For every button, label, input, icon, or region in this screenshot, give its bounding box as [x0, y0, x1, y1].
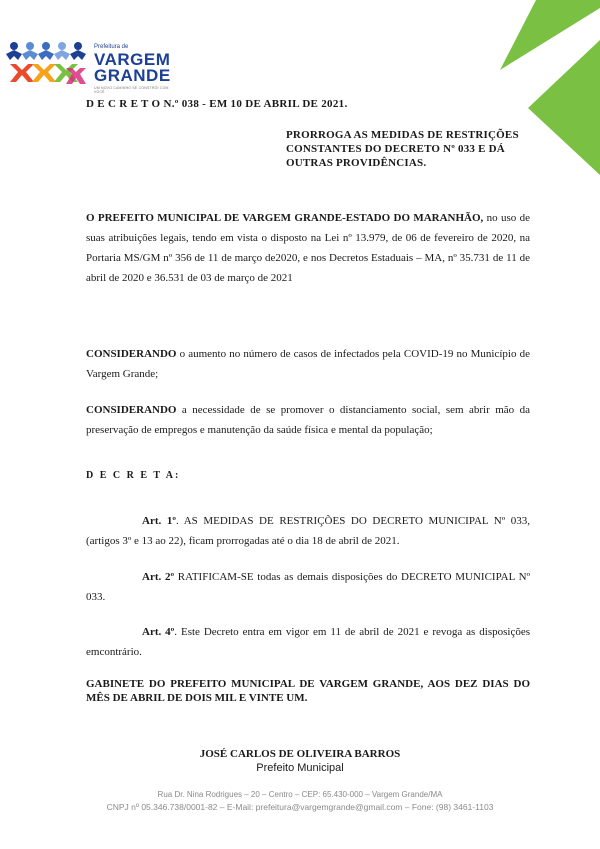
- logo-people-icon: [6, 40, 90, 92]
- logo-line-grande: GRANDE: [94, 66, 171, 85]
- preamble-text: no uso de suas atribuições legais, tendo em vista o disposto na Lei nº 13.979, de 06 de fevereiro de 2020, na Portaria MS/GM nº 356 de 11 de março de2020, e nos Decretos Estaduais – MA, nº 35.731 de 11 de abril de 2020 e 36.531 de 03 de março de 2021: [86, 212, 530, 284]
- article-4-text: . Este Decreto entra em vigor em 11 de abril de 2021 e revoga as disposições emcontrário.: [86, 626, 530, 658]
- signer-role: Prefeito Municipal: [256, 762, 344, 774]
- decree-summary: PRORROGA AS MEDIDAS DE RESTRIÇÕES CONSTANTES DO DECRETO Nº 033 E DÁ OUTRAS PROVIDÊNCIAS.: [286, 129, 519, 169]
- logo-line-vargem: VARGEM: [94, 50, 171, 69]
- article-2-text: RATIFICAM-SE todas as demais disposições do DECRETO MUNICIPAL Nº 033.: [86, 571, 530, 603]
- considerando-paragraph-1: [86, 344, 530, 384]
- considerando-label-2: CONSIDERANDO: [86, 404, 177, 416]
- municipality-logo: [6, 38, 176, 94]
- considerando-text-1: o aumento no número de casos de infectados pela COVID-19 no Município de Vargem Grande;: [86, 348, 530, 380]
- article-2-label: Art. 2º: [142, 571, 175, 583]
- article-1-label: Art. 1º: [142, 515, 176, 527]
- footer-contact: CNPJ nº 05.346.738/0001-82 – E-Mail: prefeitura@vargemgrande@gmail.com – Fone: (98) 3461-1103: [106, 802, 494, 812]
- logo-prefix: Prefeitura de: [94, 44, 129, 50]
- signer-name: JOSÉ CARLOS DE OLIVEIRA BARROS: [199, 748, 401, 760]
- preamble-authority: O PREFEITO MUNICIPAL DE VARGEM GRANDE-ESTADO DO MARANHÃO,: [86, 212, 484, 224]
- article-1: [86, 511, 530, 551]
- footer-address: Rua Dr. Nina Rodrigues – 20 – Centro – CEP: 65.430-000 – Vargem Grande/MA: [157, 790, 443, 799]
- considerando-text-2: a necessidade de se promover o distanciamento social, sem abrir mão da preservação de empregos e manutenção da saúde física e mental da população;: [86, 404, 530, 436]
- article-4-label: Art. 4º: [142, 626, 175, 638]
- decreta-heading: D E C R E T A:: [86, 470, 181, 481]
- closing-statement: GABINETE DO PREFEITO MUNICIPAL DE VARGEM GRANDE, AOS DEZ DIAS DO MÊS DE ABRIL DE DOIS MIL E VINTE UM.: [86, 678, 530, 704]
- considerando-label-1: CONSIDERANDO: [86, 348, 177, 360]
- decree-number: D E C R E T O N.º 038 - EM 10 DE ABRIL DE 2021.: [86, 98, 348, 110]
- logo-tagline: UM NOVO CAMINHO SE CONSTRÓI COM VOCÊ: [94, 86, 169, 94]
- preamble-paragraph: [86, 208, 530, 288]
- considerando-paragraph-2: [86, 400, 530, 440]
- article-1-text: . AS MEDIDAS DE RESTRIÇÕES DO DECRETO MUNICIPAL Nº 033, (artigos 3º e 13 ao 22), ficam prorrogadas até o dia 18 de abril de 2021.: [86, 515, 530, 547]
- article-4: [86, 622, 530, 662]
- article-2: [86, 567, 530, 607]
